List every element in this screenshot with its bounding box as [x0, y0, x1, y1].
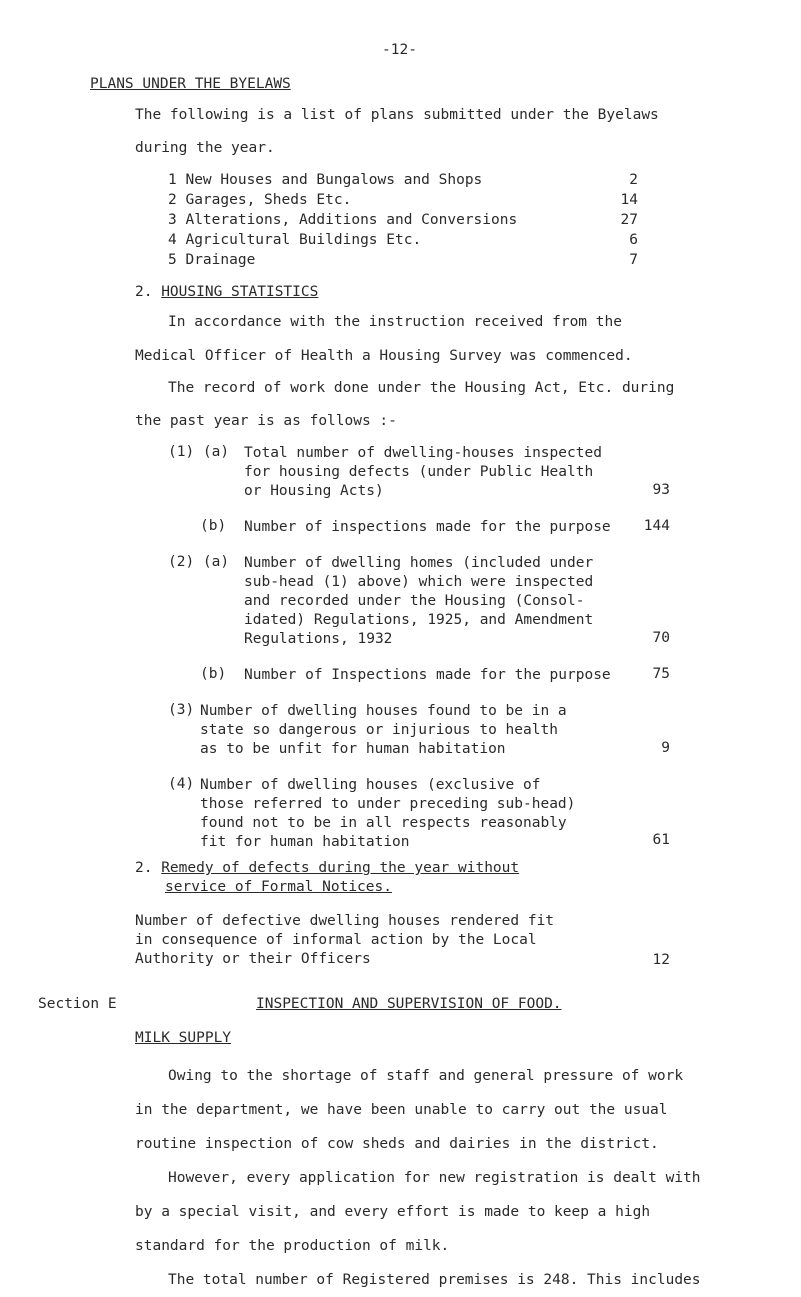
plan-item-number: 5 [168, 252, 177, 268]
stat-value: 93 [652, 482, 670, 498]
plans-intro-line1: The following is a list of plans submitted under the Byelaws [135, 107, 659, 123]
plan-item [168, 192, 638, 208]
housing-heading [135, 284, 318, 300]
plan-item-value: 7 [629, 252, 638, 268]
paragraph-line: by a special visit, and every effort is made to keep a high [135, 1204, 651, 1220]
remedy-heading-line1: Remedy of defects during the year without [161, 860, 520, 876]
housing-para1-line2: Medical Officer of Health a Housing Survey was commenced. [135, 348, 633, 364]
remedy-heading-line2: service of Formal Notices. [165, 879, 392, 895]
stat-marker: (4) [168, 776, 195, 792]
paragraph-line: in the department, we have been unable to carry out the usual [135, 1102, 668, 1118]
housing-heading-text: HOUSING STATISTICS [161, 284, 319, 300]
plan-item-label: Garages, Sheds Etc. [185, 192, 352, 208]
stat-label: Number of dwelling houses found to be in a state so dangerous or injurious to health as to be unfit for human habitation [200, 703, 567, 757]
stat-value: 70 [652, 630, 670, 646]
plan-item-value: 14 [620, 192, 638, 208]
milk-supply-paragraph [135, 1059, 775, 1297]
plan-item-value: 2 [629, 172, 638, 188]
stat-value: 75 [652, 666, 670, 682]
plan-item-number: 3 [168, 212, 177, 228]
remedy-text: Number of defective dwelling houses rendered fit in consequence of informal action by the Local Authority or their Officers [135, 913, 555, 967]
plan-item-label: New Houses and Bungalows and Shops [185, 172, 483, 188]
paragraph-line: The total number of Registered premises is 248. This includes [168, 1272, 701, 1288]
plan-item [168, 232, 638, 248]
remedy-value: 12 [652, 952, 670, 968]
plans-heading: PLANS UNDER THE BYELAWS [90, 76, 291, 92]
section-label [38, 996, 117, 1012]
plan-item-label: Drainage [185, 252, 256, 268]
page-number: -12- [382, 42, 417, 58]
remedy-heading [135, 860, 519, 876]
paragraph-line: standard for the production of milk. [135, 1238, 450, 1254]
milk-supply-heading: MILK SUPPLY [135, 1030, 232, 1046]
plan-item [168, 212, 638, 228]
remedy-heading-number: 2. [135, 860, 153, 876]
stat-marker: (1) (a) [168, 444, 230, 460]
housing-heading-number: 2. [135, 284, 153, 300]
housing-para1-line1: In accordance with the instruction received from the [168, 314, 622, 330]
plan-item-value: 27 [620, 212, 638, 228]
paragraph-line: routine inspection of cow sheds and dairies in the district. [135, 1136, 659, 1152]
plan-item-value: 6 [629, 232, 638, 248]
plan-item [168, 252, 638, 268]
stat-label: Number of Inspections made for the purpose [244, 667, 611, 683]
stat-value: 9 [661, 740, 670, 756]
stat-marker: (2) (a) [168, 554, 230, 570]
plan-item-number: 4 [168, 232, 177, 248]
paragraph-line: However, every application for new registration is dealt with [168, 1170, 701, 1186]
stat-marker: (b) [200, 666, 227, 682]
stat-value: 144 [643, 518, 670, 534]
section-heading: INSPECTION AND SUPERVISION OF FOOD. [256, 996, 562, 1012]
plan-item-number: 2 [168, 192, 177, 208]
stat-label: Number of dwelling houses (exclusive of those referred to under preceding sub-head) found not to be in all respects reasonably fit for human habitation [200, 777, 576, 850]
paragraph-line: Owing to the shortage of staff and general pressure of work [168, 1068, 684, 1084]
plan-item-label: Agricultural Buildings Etc. [185, 232, 422, 248]
housing-para2-line2: the past year is as follows :- [135, 413, 397, 429]
stat-label: Number of inspections made for the purpose [244, 519, 611, 535]
plans-intro-line2: during the year. [135, 140, 275, 156]
stat-marker: (b) [200, 518, 227, 534]
housing-para2-line1: The record of work done under the Housing Act, Etc. during [168, 380, 675, 396]
stat-label: Number of dwelling homes (included under sub-head (1) above) which were inspected and recorded under the Housing (Consol- idated) Regulations, 1925, and Amendment Regulations, 1932 [244, 555, 594, 647]
plan-item-number: 1 [168, 172, 177, 188]
section-letter: E [107, 996, 117, 1012]
plan-item-label: Alterations, Additions and Conversions [185, 212, 518, 228]
plan-item [168, 172, 638, 188]
stat-value: 61 [652, 832, 670, 848]
stat-label: Total number of dwelling-houses inspected for housing defects (under Public Health or Housing Acts) [244, 445, 602, 499]
stat-marker: (3) [168, 702, 195, 718]
section-word: Section [38, 996, 100, 1012]
